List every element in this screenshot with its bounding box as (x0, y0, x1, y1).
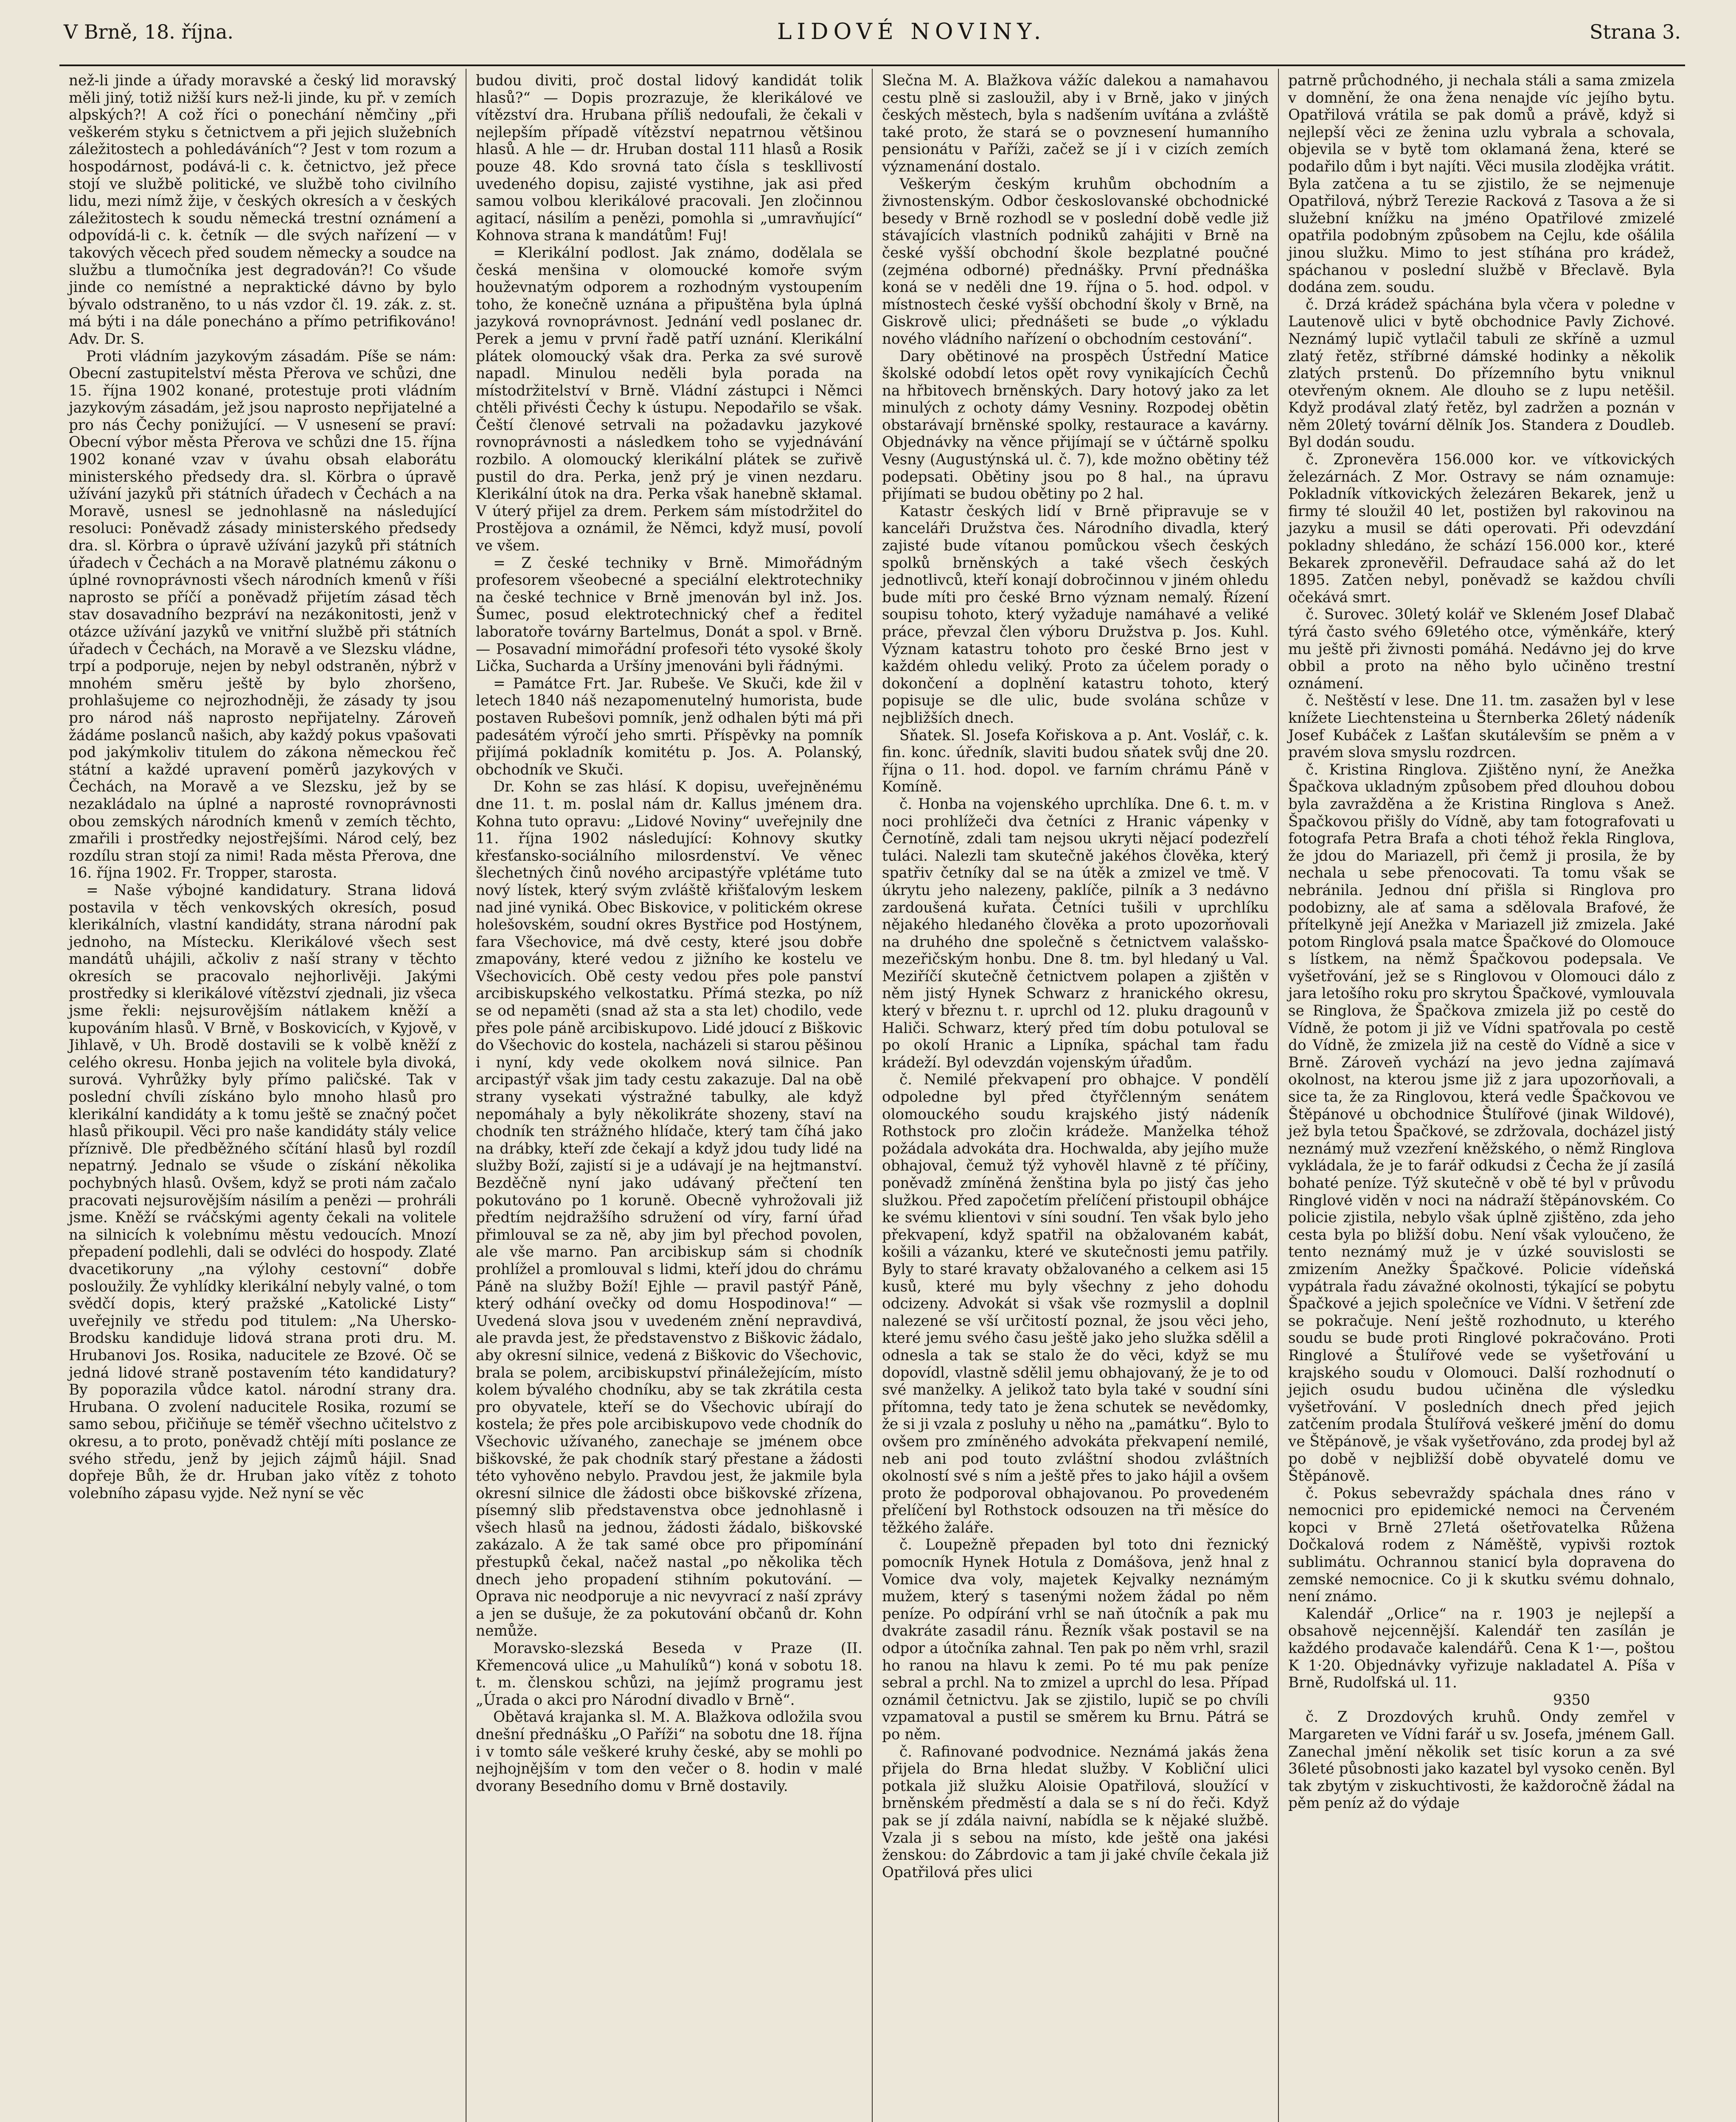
header-date: V Brně, 18. října. (64, 20, 234, 43)
article-beseda: Moravsko-slezská Beseda v Praze (II. Křemencová ulice „u Mahulíků“) koná v sobotu 18. t. m. členskou schůzi, na jejímž programu jest „Úrada o akci pro Národní divadlo v Brně“. (476, 1640, 862, 1709)
header-rule (59, 65, 1685, 66)
article-katastr: Katastr českých lidí v Brně připravuje se v kanceláři Družstva čes. Národního divadla, který zajisté bude vítanou pomůckou všech českých spolků brněnských a také všech českých jednotlivců, kteří konají dobročinnou v jiném ohledu bude míti pro české Brno význam nemalý. Řízení soupisu tohoto, který vyžaduje namáhavé a veliké práce, převzal člen výboru Družstva p. Jos. Kuhl. Význam katastru tohoto pro české Brno jest v každém ohledu veliký. Proto za účelem porady o dokončení a doplnění katastru tohoto, který popisuje se dle ulic, bude svolána schůze v nejbližších dnech. (882, 502, 1269, 727)
article-zpronevera: č. Zpronevěra 156.000 kor. ve vítkovických železárnách. Z Mor. Ostravy se nám oznamuje: Pokladník vítkovických železáren Bekarek, jenž u firmy té sloužil 40 let, postižen byl rakovinou na jazyku a musil se dáti operovati. Při odevzdání pokladny shledáno, že schází 156.000 kor., které Bekarek zpronevěřil. Defraudace sahá až do let 1895. Zatčen nebyl, poněvadž se každou chvíli očekává smrt. (1288, 451, 1675, 606)
article-sebevrazda: č. Pokus sebevraždy spáchala dnes ráno v nemocnici pro epidemické nemoci na Červeném kopci v Brně 27letá ošetřovatelka Růžena Dočkalová rodem z Náměště, vypivši roztok sublimátu. Ochrannou stanicí byla dopravena do zemské nemocnice. Co ji k skutku svému dohnalo, není známo. (1288, 1485, 1675, 1606)
columns (59, 69, 1685, 2122)
page-number: Strana 3. (1590, 20, 1681, 43)
article-text: Slečna M. A. Blažkova vážíc dalekou a namahavou cestu plně si zasloužil, aby i v Brně, jako v jiných českých městech, byla s nadšením uvítána a zvláště také proto, že stará se o povznesení humanního pensionátu v Paříži, začež se jí i v cizích zemích významenání dostalo. (882, 72, 1269, 175)
column-3 (872, 69, 1278, 2122)
article-text: než-li jinde a úřady moravské a český lid moravský měli jiný, totiž nižší kurs než-li jinde, ku př. v zemích alpských?! A což říci o ponechání němčiny „při veškerém styku s četnictvem a při jejich služebních záležitostech a pohledáváních“? Jest v tom rozum a hospodárnost, podává-li c. k. četnictvo, jež přece stojí ve službě politické, ve službě toho civilního lidu, mezi nímž žije, v českých okresích a v českých záležitostech k soudu německá trestní oznámení a odpovídá-li c. k. četník — dle svých nařízení — v takových věcech před soudem německy a soudce na službu a tlumočníka jest degradován?! Co všude jinde co nemístné a nepraktické dávno by bylo bývalo odstraněno, to u nás vzdor čl. 19. zák. z. st. má býti i na dále ponecháno a přímo petrifikováno! Adv. Dr. S. (69, 72, 456, 348)
article-dr-kohn: Dr. Kohn se zas hlásí. K dopisu, uveřejněnému dne 11. t. m. poslal nám dr. Kallus jménem dra. Kohna tuto opravu: „Lidové Noviny“ uveřejnily dne 11. října 1902 následující: Kohnovy skutky křesťansko-sociálního milosrdenství. Ve věnec šlechetných činů nového arcipastýře vplétáme tuto nový lístek, který svým zvláště křišťalovým leskem nad jiné vyniká. Obec Biskovice, v politickém okrese holešovském, soudní okres Bystřice pod Hostýnem, fara Všechovice, má dvě cesty, které jsou dobře zmapovány, které vedou z jižního ke kostelu ve Všechovicích. Obě cesty vedou přes pole panství arcibiskupského velkostatku. Přímá stezka, po níž se od nepaměti (snad až sta a sta let) chodilo, vede přes pole páně arcibiskupovo. Lidé jdoucí z Biškovic do Všechovic do kostela, nacházeli si starou pěšinou i nyní, kdy vede okolkem nová silnice. Pan arcipastýř však jim tady cestu zakazuje. Dal na obě strany vysekati výstražné tabulky, ale když nepomáhaly a byly několikráte shozeny, staví na chodník ten strážného hlídače, který tam číhá jako na drábky, kteří zde čekají a když jdou tudy lidé na služby Boží, zajistí si je a udávají je na hejtmanství. Bezděčně nyní jako udávaný přečtení ten pokutováno po 1 koruně. Obecně vyhrožovali již předtím nejdražšího sdružení od víry, farní úřad přimlouval se za ně, aby jim byl přechod povolen, ale vše marno. Pan arcibiskup sám si chodník prohlížel a promlouval s lidmi, kteří jdou do chrámu Páně na služby Boží! Ejhle — pravil pastýř Páně, který odhání ovečky od domu Hospodinova!“ — Uvedená slova jsou v uvedeném znění nepravdivá, ale pravda jest, že představenstvo z Biškovic žádalo, aby okresní silnice, vedená z Biškovic do Všechovic, brala se polem, arcibiskupství přináležejícím, místo kolem bývalého chodníku, aby se tak zkrátila cesta pro obyvatele, kteří se do Všechovic ubírají do kostela; že přes pole arcibiskupovo vede chodník do Všechovic užívaného, zanechaje se jménem obce biškovské, že pak chodník starý přestane a žádosti této vyhověno nebylo. Pravdou jest, že jakmile byla okresní silnice dle žádosti obce biškovské zřízena, písemný slib představenstva obce jednohlasně i všech hlasů na jednou, žádosti žádalo, biškovské zakázalo. A že tak samé obce pro připomínání přestupků čekal, načež nastal „po několika těch dnech jeho propadení stihním pokutování. — Oprava nic neodporuje a nic nevyvrací z naší zprávy a jen se dušuje, že za pokutování občanů dr. Kohn nemůže. (476, 778, 862, 1640)
article-text: patrně průchodného, ji nechala stáli a sama zmizela v domnění, že ona žena nenajde víc jejího bytu. Opatřilová vrátila se pak domů a právě, když si nejlepší věci ze ženina uzlu vybrala a schovala, objevila se v bytě tom oklamaná žena, které se podařilo dům i byt najíti. Věci musila zlodějka vrátit. Byla zatčena a tu se zjistilo, že se nejmenuje Opatřilová, nýbrž Terezie Racková z Tasova a že si služební knížku na jméno Opatřilové zmizelé opatřila podobným způsobem na Cejlu, kde ošálila jinou služku. Mimo to jest stíhána pro krádež, spáchanou v poslední službě v Břeclavě. Byla dodána zem. soudu. (1288, 72, 1675, 296)
article-honba: č. Honba na vojenského uprchlíka. Dne 6. t. m. v noci prohlížeči dva četníci z Hranic vápenky v Černotíně, zdali tam nejsou ukryti nějací podezřelí tuláci. Nalezli tam skutečně jakéhos člověka, který spatřiv četníky dal se na útěk a zmizel ve tmě. V úkrytu jeho nalezeny, paklíče, pilník a 3 nedávno zardoušená kuřata. Četníci tušili v uprchlíku nějakého hledaného člověka a proto upozorňovali na druhého dne společně s četnictvem valašsko-mezeřičským honbu. Dne 8. tm. byl hledaný u Val. Meziříčí skutečně četnictvem polapen a zjištěn v něm jistý Hynek Schwarz z hranického okresu, který v březnu t. r. uprchl od 12. pluku dragounů v Haliči. Schwarz, který před tím dobu potuloval se po okolí Hranic a Lipníka, spáchal tam řadu krádeží. Byl odevzdán vojenským úřadům. (882, 795, 1269, 1071)
article-snatek: Sňatek. Sl. Josefa Kořiskova a p. Ant. Voslář, c. k. fin. konc. úředník, slaviti budou sňatek svůj dne 20. října o 11. hod. dopol. ve farním chrámu Páně v Komíně. (882, 727, 1269, 796)
article-ringlova: č. Kristina Ringlova. Zjištěno nyní, že Anežka Špačkova ukladným způsobem před dlouhou dobou byla zavražděna a že Kristina Ringlova s Anež. Špačkovou přišly do Vídně, aby tam fotografovati u fotografa Petra Brafa a choti téhož řekla Ringlova, že jdou do Mariazell, při čemž ji prosila, že by nechala u sebe přenocovati. Ta tomu však se nebránila. Jednou dní přišla si Ringlova pro podobizny, ale ať sama a sdělovala Brafové, že přítelkyně její Anežka v Mariazell již zmizela. Jaké potom Ringlová psala matce Špačkové do Olomouce s lístkem, na němž Špačkovou podepsala. Ve vyšetřování, jež se s Ringlovou v Olomouci dálo z jara letošího roku pro skrytou Špačkové, vymlouvala se Ringlova, že Špačkova zmizela již po cestě do Vídně, že potom ji již ve Vídni spatřovala po cestě do Vídně, že zmizela již na cestě do Vídně a sice v Brně. Zároveň vychází na jevo jedna zajímavá okolnost, na kterou jsme již z jara upozorňovali, a sice ta, že za Ringlovou, která vedle Špačkovou ve Štěpánové u obchodnice Štulířové (jinak Wildové), jež byla tetou Špačkové, se zdržovala, docházel jistý neznámý muž vzezření kněžského, o němž Ringlova vykládala, že je to farář odkudsi z Čecha že jí zasílá bohaté peníze. Týž skutečně v obě té byl v průvodu Ringlové viděn v noci na nádraží štěpánovském. Co policie zjistila, nebylo však úplně zjištěno, zda jeho cesta byla po bližší dobu. Není však vyloučeno, že tento neznámý muž je v úzké souvislosti se zmizením Anežky Špačkové. Policie vídeňská vypátrala řadu závažné okolnosti, týkající se pobytu Špačkové a jejich společníce ve Vídni. V šetření zde se pokračuje. Není ještě rozhodnuto, u kterého soudu se bude proti Ringlové pokračováno. Proti Ringlové a Štulířové vede se vyšetřování u krajského soudu v Olomouci. Další rozhodnutí o jejich osudu budou učiněna dle výsledku vyšetřování. V posledních dnech před jejich zatčením prodala Štulířová veškeré jmění do domu ve Štěpánově, je však vyšetřováno, zda prodej byl až po době v nejbližší době obyvatelé domu ve Štěpánově. (1288, 761, 1675, 1485)
advertisement-orlice: Kalendář „Orlice“ na r. 1903 je nejlepší a obsahově nejcennější. Kalendář ten zasílán je každého prodavače kalendářů. Cena K 1·—, poštou K 1·20. Objednávky vyřizuje nakladatel A. Píša v Brně, Rudolfská ul. 11. (1288, 1605, 1675, 1692)
page-header (64, 0, 1681, 64)
article-obchodnim-kruhum: Veškerým českým kruhům obchodním a živnostenským. Odbor českoslovanské obchodnické besedy v Brně rozhodl se v poslední době vedle již stávajících vlastních podniků zahájiti v Brně na české vyšší obchodní škole bezplatné poučné (zejména odborné) přednášky. První přednáška koná se v neděli dne 19. října o 5. hod. odpol. v místnostech české vyšší obchodní školy v Brně, na Giskrově ulici; přednášeti se bude „o výkladu nového vládního nařízení o obchodním cestování“. (882, 175, 1269, 348)
article-loupezne: č. Loupežně přepaden byl toto dni řeznický pomocník Hynek Hotula z Domášova, jenž hnal z Vomice dva voly, majetek Kejvalky neznámým mužem, který s tasenými nožem žádal po něm peníze. Po odpírání vrhl se naň útočník a pak mu dvakráte zasadil ránu. Řezník však postavil se na odpor a útočníka zahnal. Ten pak po něm vrhl, srazil ho ranou na hlavu k zemi. Po té mu pak peníze sebral a prchl. Na to zmizel a uprchl do lesa. Případ oznámil četnictvu. Jak se zjistilo, lupič se po chvíli vzpamatoval a pustil se směrem ku Brnu. Pátrá se po něm. (882, 1536, 1269, 1743)
article-proti-vladnim: Proti vládním jazykovým zásadám. Píše se nám: Obecní zastupitelství města Přerova ve schůzi, dne 15. října 1902 konané, protestuje proti vládním jazykovým zásadám, jež jsou naprosto nepřijatelné a pro nás Čechy ponižující. — V usnesení se praví: Obecní výbor města Přerova ve schůzi dne 15. října 1902 konané vzav v úvahu obsah elaborátu ministerského předsedy dra. sl. Körbra o úpravě užívání jazyků při státních úřadech v Čechách a na Moravě, usnesl se jednohlasně na následující resoluci: Poněvadž zásady ministerského předsedy dra. sl. Körbra o úpravě užívání jazyků při státních úřadech v Čechách a na Moravě platnému zákonu o úplné rovnoprávnosti všech národních kmenů v říši naprosto se příčí a poněvadž přijetím zásad těch stav dosavadního bezpráví na nezákonitosti, jenž v otázce užívání jazyků ve vnitřní službě při státních úřadech v Čechách, na Moravě a ve Slezsku vládne, trpí a podporuje, nejen by nebyl odstraněn, nýbrž v mnohém směru ještě by bylo zhoršeno, prohlašujeme co nejrozhodněji, že zásady ty jsou pro národ náš naprosto nepřijatelny. Zároveň žádáme poslanců našich, aby každý pokus vpašovati pod jakýmkoliv titulem do zákona německou řeč státní a každé upravení poměrů jazykových v Čechách, na Moravě a ve Slezsku, jež by se nezakládalo na úplné a naprosté rovnoprávnosti obou zemských národních kmenů v zemích těchto, zmařili i prostředky nejostřejšími. Národ celý, bez rozdílu stran stojí za nimi! Rada města Přerova, dne 16. října 1902. Fr. Tropper, starosta. (69, 348, 456, 882)
article-nase-vybojne: = Naše výbojné kandidatury. Strana lidová postavila v těch venkovských okresích, posud klerikálních, vlastní kandidáty, strana národní pak jednoho, na Místecku. Klerikálové všech sest mandátů uhájili, ačkoliv z naší strany v těchto okresích se pracovalo nejhorlivěji. Jakými prostředky si klerikálové vítězství zjednali, jiz všeca jsme řekli: nejsurovějším nátlakem kněží a kupováním hlasů. V Brně, v Boskovicích, v Kyjově, v Jihlavě, v Uh. Brodě dostavili se k volbě kněží z celého okresu. Honba jejich na volitele byla divoká, surová. Vyhrůžky byly přímo paličské. Tak v poslední chvíli získáno bylo mnoho hlasů pro klerikální kandidáty a k tomu ještě se značný počet hlasů přikoupil. Věci pro naše kandidáty stály velice příznivě. Dle předběžného sčítání hlasů byl rozdíl nepatrný. Jednalo se všude o získání několika pochybných hlasů. Ovšem, když se proti nám začalo pracovati nejsurovějším násilím a penězi — prohráli jsme. Kněží se rváčskými agenty čekali na volitele na silnicích k volebnímu městu vedoucích. Mnozí přepadení podlehli, dali se odvléci do hospody. Zlaté dvacetikoruny „na výlohy cestovní“ dobře posloužily. Že vyhlídky klerikální nebyly valné, o tom svědčí dopis, který pražské „Katolické Listy“ uveřejnily ve středu pod titulem: „Na Uhersko-Brodsku kandiduje lidová strana proti dru. M. Hrubanovi Jos. Rosika, naducitele ze Bzové. Oč se jedná lidové straně postavením této kandidatury? By poporazila vůdce katol. národní strany dra. Hrubana. O zvolení naducitele Rosika, rozumí se samo sebou, přičiňuje se téměř všechno učitelstvo z okresu, a to proto, poněvadž chtějí míti poslance ze svého středu, jenž by jejich zájmů hájil. Snad dopřeje Bůh, že dr. Hruban jako vítěz z tohoto volebního zápasu vyjde. Než nyní se věc (69, 881, 456, 1502)
column-2 (466, 69, 872, 2122)
column-1 (59, 69, 466, 2122)
column-4 (1278, 69, 1684, 2122)
article-drza-kradez: č. Drzá krádež spáchána byla včera v poledne v Lautenově ulici v bytě obchodnice Pavly Zichové. Neznámý lupič vytlačil tabuli ze skříně a uzmul zlatý řetěz, stříbrné dámské hodinky a několik zlatých prstenů. Do přízemního bytu vniknul otevřeným oknem. Ale dlouho se z lupu netěšil. Když prodával zlatý řetěz, byl zadržen a poznán v něm 20letý tovární dělník Jos. Standera z Doudleb. Byl dodán soudu. (1288, 296, 1675, 451)
article-blazkova: Obětavá krajanka sl. M. A. Blažkova odložila svou dnešní přednášku „O Paříži“ na sobotu dne 18. října i v tomto sále veškeré kruhy české, aby se mohli po nejhojnějším v tom den večer o 8. hodin v malé dvorany Besedního domu v Brně dostavily. (476, 1709, 862, 1795)
article-podvodnice: č. Rafinované podvodnice. Neznámá jakás žena přijela do Brna hledat služby. V Kobliční ulici potkala již služku Aloisie Opatřilová, sloužící v brněnském předměstí a dala se s ní do řeči. Když pak se jí zdála naivní, nabídla se k nějaké službě. Vzala ji s sebou na místo, kde ještě ona jakési ženskou: do Zábrdovic a tam ji jaké chvíle čekala již Opatřilová přes ulici (882, 1743, 1269, 1881)
article-drozdovych: č. Z Drozdových kruhů. Ondy zemřel v Margareten ve Vídni farář u sv. Josefa, jménem Gall. Zanechal jmění několik set tisíc korun a za své 36leté působnosti jako kazatel byl vysoko ceněn. Byl tak zbytým v ziskuchtivosti, že každoročně žádal na pěm peníz až do výdaje (1288, 1709, 1675, 1812)
article-nemile-prekvapeni: č. Nemilé překvapení pro obhajce. V pondělí odpoledne byl před čtyřčlenným senátem olomouckého soudu krajského jistý nádeník Rothstock pro zločin krádeže. Manželka téhož požádala advokáta dra. Hochwalda, aby jejího muže obhajoval, čemuž týž vyhověl hlavně z té příčiny, poněvadž zmíněná ženština byla po jistý čas jeho služkou. Před započetím přelíčení přistoupil obhájce ke svému klientovi v síni soudní. Ten však bylo jeho překvapení, když spatřil na obžalovaném kabát, košili a vázanku, které ve skutečnosti jemu patřily. Byly to staré kravaty obžalovaného a celkem asi 15 kusů, které mu byly všechny z jeho dohodu odcizeny. Advokát si však vše rozmyslil a doplnil nalezené se vší určitostí poznal, že jsou věci jeho, které jemu svého času ještě jako jeho služka sdělil a odnesla a tak se stalo že do věci, když se mu dopovídl, vlastně sdělil jemu obhajovaný, že je to od své manželky. A jelikož tato byla také v soudní síni přítomna, tedy tato je žena schutek se nevědomky, že si ji vzala z posluhy u něho na „památku“. Bylo to ovšem pro zmíněného advokáta překvapení nemilé, neb ani pod touto zvláštní shodou zvláštních okolností své s ním a ještě přes to jako hájil a ovšem proto že podporoval obhajovanou. Po provedeném přelíčení byl Rothstock odsouzen na tři měsíce do těžkého žaláře. (882, 1071, 1269, 1536)
article-rubes: = Památce Frt. Jar. Rubeše. Ve Skuči, kde žil v letech 1840 náš nezapomenutelný humorista, bude postaven Rubešovi pomník, jenž odhalen býti má při padesátém výročí jeho smrti. Příspěvky na pomník přijímá pokladník komitétu p. Jos. A. Polanský, obchodník ve Skuči. (476, 675, 862, 778)
article-text: budou diviti, proč dostal lidový kandidát tolik hlasů?“ — Dopis prozrazuje, že klerikálové ve vítězství dra. Hrubana příliš nedoufali, že čekali v nejlepším případě vítězství nepatrnou většinou hlasů. A hle — dr. Hruban dostal 111 hlasů a Rosik pouze 48. Kdo srovná tato čísla s teskllivostí uvedeného dopisu, zajisté vystihne, jak asi před samou volbou klerikálové pracovali. Jen zločinnou agitací, násilím a penězi, pomohla si „umravňující“ Kohnova strana k mandátům! Fuj! (476, 72, 862, 244)
article-dary-obetinove: Dary obětinové na prospěch Ústřední Matice školské odobdí letos opět rovy vynikajících Čechů na hřbitovech brněnských. Dary hotový jako za let minulých z ochoty dámy Vesniny. Rozpodej obětin obstarávají brněnské spolky, restaurace a kavárny. Objednávky na věnce přijímají se v účtárně spolku Vesny (Augustýnská ul. č. 7), kde možno obětiny též podepsati. Obětiny jsou po 8 hal., na úpravu přijímati se budou obětiny po 2 hal. (882, 348, 1269, 503)
article-surovec: č. Surovec. 30letý kolář ve Skleném Josef Dlabač týrá často svého 69letého otce, výměnkáře, který mu ještě při živnosti pomáhá. Nedávno jej do krve obbil a proto na něho bylo učiněno trestní oznámení. (1288, 606, 1675, 692)
newspaper-title: LIDOVÉ NOVINY. (777, 19, 1046, 45)
article-klerikalni-podlost: = Klerikální podlost. Jak známo, dodělala se česká menšina v olomoucké komoře svým houževnatým odporem a rozhodným vystoupením toho, že konečně uznána a připuštěna byla úplná jazyková rovnoprávnost. Jednání vedl poslanec dr. Perek a jemu v první řadě patří uznání. Klerikální plátek olomoucký však dra. Perka za své surově napadl. Minulou neděli byla porada na místodržitelství v Brně. Vládní zástupci i Němci chtěli přivésti Čechy k ústupu. Nepodařilo se však. Čeští členové setrvali na požadavku jazykové rovnoprávnosti a následkem toho se vyjednávání rozbilo. A olomoucký klerikální plátek se zuřivě pustil do dra. Perka, jenž prý je vinen nezdaru. Klerikální útok na dra. Perka však hanebně skłamal. V úterý přijel za drem. Perkem sám místodržitel do Prostějova a oznámil, že Němci, když musí, povolí ve všem. (476, 244, 862, 555)
ad-number: 9350 (1553, 1691, 1590, 1709)
article-ceske-techniky: = Z české techniky v Brně. Mimořádným profesorem všeobecné a speciální elektrotechniky na české technice v Brně jmenován byl inž. Jos. Šumec, posud elektrotechnický chef a ředitel laboratoře továrny Bartelmus, Donát a spol. v Brně. — Posavadní mimořádní profesoři této vysoké školy Lička, Sucharda a Uršíny jmenováni byli řádnými. (476, 554, 862, 675)
article-nestesti: č. Neštěstí v lese. Dne 11. tm. zasažen byl v lese knížete Liechtensteina u Šternberka 26letý nádeník Josef Kubáček z Lašťan skutálevším se pněm a v pravém slova smyslu rozdrcen. (1288, 692, 1675, 761)
